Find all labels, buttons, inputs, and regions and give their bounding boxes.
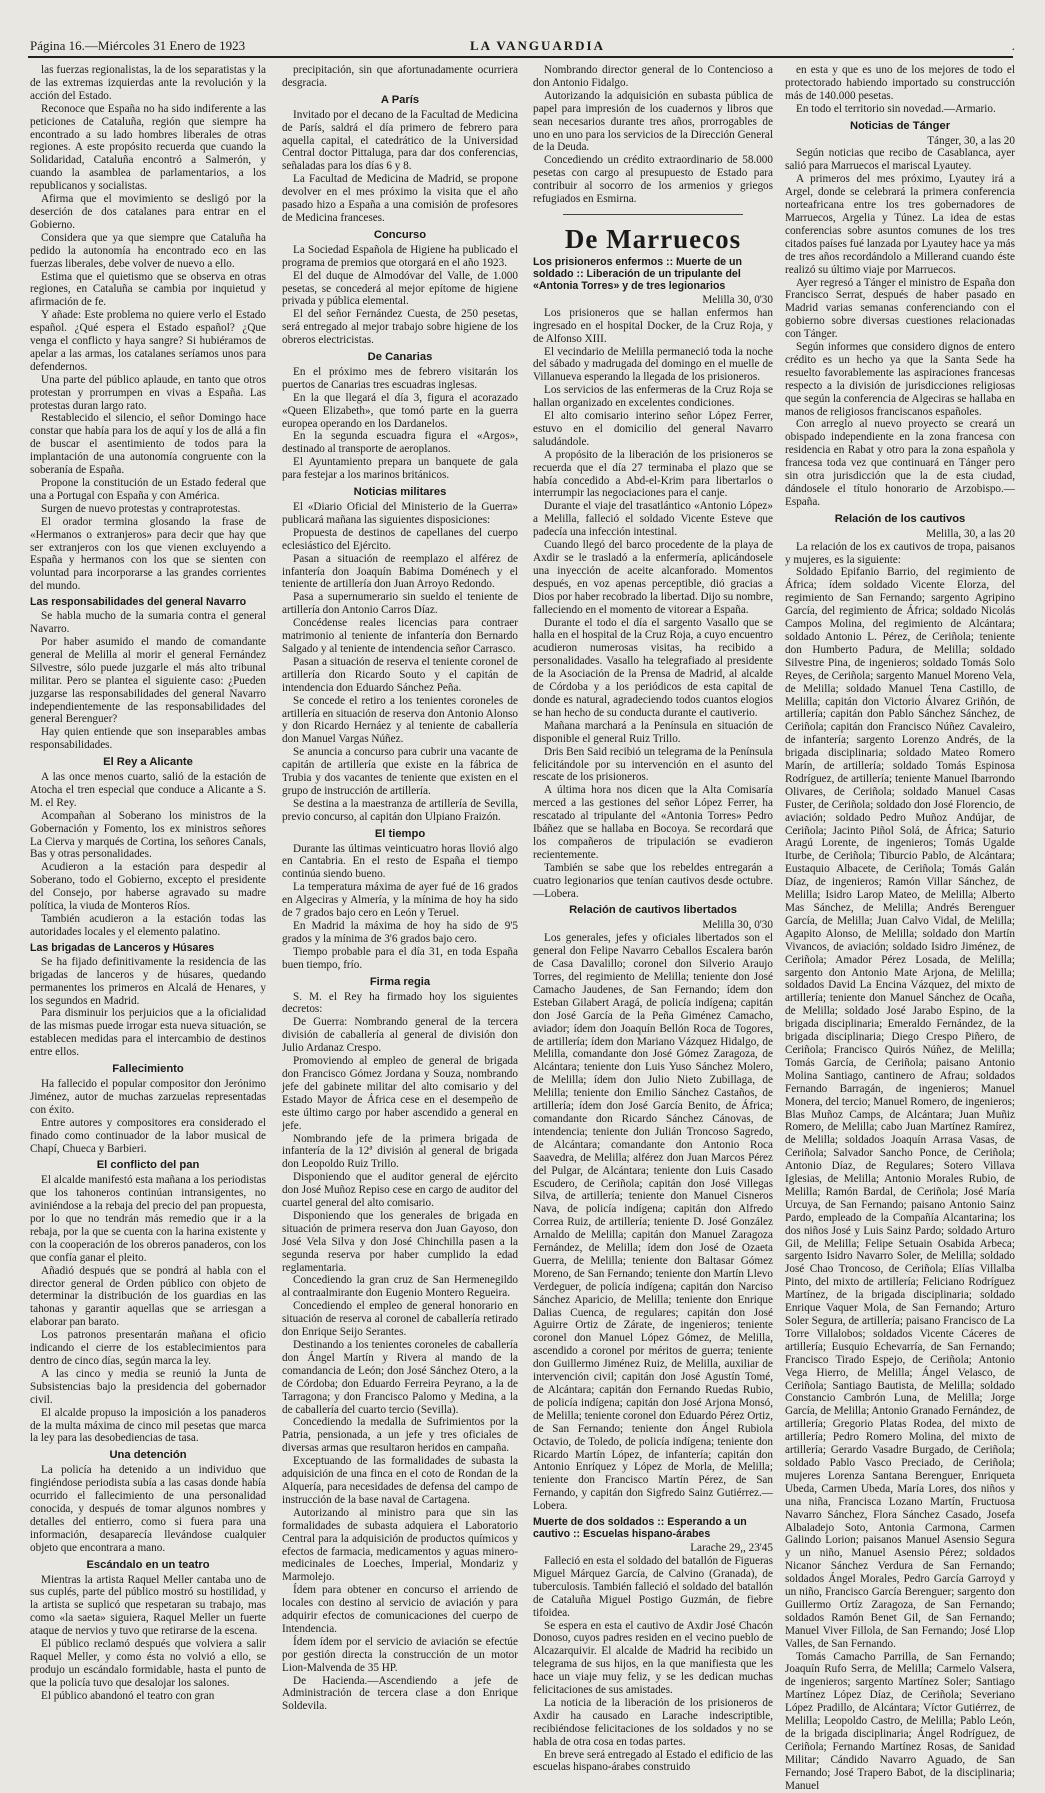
paragraph: Se espera en esta el cautivo de Axdir José Chacón Donoso, cuyos padres residen en el vecino pueblo de Alcazarquivir. El alcalde de Madrid ha recibido un telegrama de sus hijos, en la que manifiesta que les hace un viaje muy feliz, y se les dedican muchas felicitaciones de sus amistades. [533,1619,773,1697]
section-heading: Relación de los cautivos [834,512,966,525]
paragraph: En breve será entregado al Estado el edificio de las escuelas hispano-árabes construido [533,1748,773,1774]
paragraph: Los generales, jefes y oficiales libertados son el general don Felipe Navarro Ceballos Escalera barón de Casa Davalillo; coronel don Silverio Araujo Torres, del regimiento de Melilla; teniente don José Camacho Jaudenes, de San Fernando; ídem don Esteban Gilabert Aragá, de policía indígena; capitán don José García de la Peña Giménez Camacho, aviador; ídem don Joaquín Bellón Roca de Togores, de artillería; ídem don Mariano Vázquez Hidalgo, de Melilla, comandante don José Gómez Zaragoza, de Alcántara; teniente don Luis Yuso Sánchez Molero, de Melilla; ídem don Julio Nieto Zubillaga, de Melilla; teniente don Emilio Sánchez Castaños, de artillería; ídem don José García Benito, de África; comandante don Ricardo Sánchez Cánovas, de intendencia; teniente don Julián Troncoso Sagredo, de Alcántara; comandante don Antonio Roca Saavedra, de Melilla; alférez don Juan Marcos Pérez del Pulgar, de Alcántara; teniente don Luis Casado Escudero, de Ceriñola; capitán don José Villegas Silva, de artillería; teniente don Manuel Cisneros Nava, de policía indígena; capitán don Alfredo Correa Ruiz, de artillería; teniente D. José González Arnaldo de Melilla; capitán don Manuel Zaragoza Fernández, de Melilla; ídem don José de Ozaeta Guerra, de Melilla; teniente don Baltasar Gómez Moreno, de San Fernando; teniente don Martín Llevo Verdeguer, de policía indígena; capitán don Narciso Sánchez Aparicio, de Melilla; teniente don Enrique Dalias Cuenca, de regulares; capitán don José Aguirre Ortiz de Zárate, de ingenieros; teniente coronel don Manuel López Gómez, de Melilla, ascendido a coronel por méritos de guerra; teniente don Guillermo Jiménez Ruiz, de Melilla, auxiliar de intervención civil; capitán don José Agustín Tomé, de Alcántara; capitán don Fernando Ruedas Rubio, de policía indígena; capitán don José Arjona Monsó, de Melilla; teniente coronel don Eduardo Pérez Ortiz, de San Fernando; teniente don Ángel Rubiola Octavio, de Toledo, de policía indígena; teniente don Ricardo Martín López, de infantería; capitán don Antonio Enríquez y López de Morla, de Melilla; teniente don Francisco Martín Pérez, de San Fernando, y capitán don Sigfredo Sainz Gutiérrez.—Lobera. [533,932,773,1513]
paragraph: El del señor Fernández Cuesta, de 250 pesetas, será entregado al mejor trabajo sobre higiene de los obreros electricistas. [282,308,518,347]
section-heading: Las responsabilidades del general Navarro [30,596,247,609]
paragraph: Concediendo el empleo de general honorario en situación de reserva al coronel de caballería retirado don Enrique Seijo Serantes. [282,1300,518,1339]
section-heading: Firma regia [369,975,431,988]
column-2 [282,64,518,1713]
section-heading: El tiempo [374,827,426,840]
paragraph: El Ayuntamiento prepara un banquete de gala para festejar a los marinos británicos. [282,456,518,482]
dateline: Melilla 30, 0'30 [702,293,773,306]
paragraph: Ídem ídem por el servicio de aviación se efectúe por gestión directa la construcción de un motor Lion-Malvenda de 35 HP. [282,1635,518,1674]
paragraph: En la segunda escuadra figura el «Argos», destinado al transporte de aeroplanos. [282,430,518,456]
paragraph: El público abandonó el teatro con gran [41,1689,215,1702]
paragraph: El vecindario de Melilla permaneció toda la noche del sábado y madrugada del domingo en el muelle de Villanueva esperando la llegada de los prisioneros. [533,345,773,384]
paragraph: Ayer regresó a Tánger el ministro de España don Francisco Serrat, después de haber pasado en Madrid varias semanas conferenciando con el gobierno sobre diversas cuestiones relacionadas con Tánger. [785,276,1015,341]
paragraph: A última hora nos dicen que la Alta Comisaría merced a las gestiones del señor López Ferrer, ha rescatado al tripulante del «Antonia Torres» Pedro Ibáñez que se hallaba en Bocoya. Se recordará que los compañeros de tripulación se evadieron recientemente. [533,784,773,861]
paragraph: Restablecido el silencio, el señor Domingo hace constar que había para los de aquí y los de allá a fin de buscar el asentimiento de todos para la implantación de una autonomía congruente con la soberanía de España. [30,412,266,477]
paragraph: Acompañan al Soberano los ministros de la Gobernación y Fomento, los ex ministros señores La Cierva y marqués de Cortina, los señores Canals, Bas y otras personalidades. [30,809,266,861]
paragraph: El alto comisario interino señor López Ferrer, estuvo en el domicilio del general Navarro saludándole. [533,410,773,448]
paragraph: Propuesta de destinos de capellanes del cuerpo eclesiástico del Ejército. [282,526,518,552]
paragraph: Pasan a situación de reserva el teniente coronel de artillería don Ricardo Souto y el capitán de intendencia don Eduardo Sánchez Peña. [282,655,518,694]
column-1 [30,64,266,1702]
page-number-date: Página 16.—Miércoles 31 Enero de 1923 [30,38,246,53]
paragraph: Invitado por el decano de la Facultad de Medicina de París, saldrá el día primero de febrero para aquella capital, el catedrático de la Universidad Central doctor Pittaluga, para dar dos conferencias, señaladas para los días 6 y 8. [282,108,518,173]
paragraph: Tomás Camacho Parrilla, de San Fernando; Joaquín Rufo Serra, de Melilla; Carmelo Valsera, de ingenieros; sargento Martínez Soler; Santiago Martínez López Díaz, de Ceriñola; Severiano López Pradillo, de Alcántara; Víctor Gutiérrez, de Melilla; Leopoldo Castro, de Melilla; Pablo León, de la brigada disciplinaria; Ángel Rodríguez, de Ceriñola; Fernando Martínez Rosas, de Sanidad Militar; Cándido Navarro Aguado, de San Fernando; José Trapero Babot, de la disciplinaria; Manuel [785,1650,1015,1792]
paragraph: La relación de los ex cautivos de tropa, paisanos y mujeres, es la siguiente: [785,540,1015,566]
dateline: Tánger, 30, a las 20 [927,134,1015,147]
paragraph: Considera que ya que siempre que Cataluña ha pedido la autonomía ha encontrado eco en las fuerzas liberales, debe volver de nuevo a ello. [30,231,266,270]
column-3 [533,64,773,1774]
paragraph: El del duque de Almodóvar del Valle, de 1.000 pesetas, se concederá al mejor epítome de higiene privada y pública elemental. [282,269,518,308]
paragraph: Mientras la artista Raquel Meller cantaba uno de sus cuplés, parte del público mostró su hostilidad, y la artista se suplicó que respetaran su trabajo, mas como «la saeta» siguiera, Raquel Meller un fuerte ataque de nervios y tuvo que retirarse de la escena. [30,1573,266,1638]
paragraph: Durante el viaje del trasatlántico «Antonio López» a Melilla, falleció el soldado Vicente Esteve que padecía una infección intestinal. [533,500,773,539]
paragraph: Añadió después que se pondrá al habla con el director general de Orden público con objeto de determinar la distribución de los guardias en las tahonas y garantir aquellas que se arriesgan a elaborar pan barato. [30,1264,266,1329]
paragraph: Con arreglo al nuevo proyecto se creará un obispado independiente en la zona francesa con residencia en Rabat y otro para la zona española y francesa toda vez que continuará en Tánger pero sin otra jurisdicción que la de esta ciudad, dándosele el título honorario de Arzobispo.—España. [785,418,1015,508]
paragraph: Hay quien entiende que son inseparables ambas responsabilidades. [30,726,266,752]
paragraph: En el próximo mes de febrero visitarán los puertos de Canarias tres escuadras inglesas. [282,365,518,391]
paragraph: Durante el todo el día el sargento Vasallo que se halla en el hospital de la Cruz Roja, a cuyo encuentro acudieron numerosas visitas, ha recibido a personalidades. Vasallo ha telegrafiado al presidente de la Asociación de la Prensa de Madrid, al alcalde de Córdoba y a los periódicos de esta capital de donde es natural, agradeciendo todos cuantos elogios se han hecho de su conducta durante el cautiverio. [533,616,773,719]
paragraph: La noticia de la liberación de los prisioneros de Axdir ha causado en Larache indescriptible, recibiéndose felicitaciones de los soldados y no se habla de otra cosa en todas partes. [533,1696,773,1748]
dateline: Melilla 30, 0'30 [702,919,773,932]
paragraph: A las cinco y media se reunió la Junta de Subsistencias bajo la presidencia del gobernador civil. [30,1367,266,1406]
paragraph: Se ha fijado definitivamente la residencia de las brigadas de lanceros y de húsares, quedando permanentes los primeros en Alcalá de Henares, y los segundos en Madrid. [30,955,266,1007]
paragraph: A las once menos cuarto, salió de la estación de Atocha el tren especial que conduce a Alicante a S. M. el Rey. [30,771,266,809]
paragraph: Se destina a la maestranza de artillería de Sevilla, previo concurso, al capitán don Ulpiano Fraizón. [282,797,518,823]
paragraph: La policía ha detenido a un individuo que fingiéndose periodista subía a las casas donde había ocurrido el fallecimiento de una personalidad conocida, y después de tomar algunos nombres y detalles del entierro, como si fuera para una información, desaparecía llevándose cualquier objeto que encontrara a mano. [30,1464,266,1554]
paragraph: Reconoce que España no ha sido indiferente a las peticiones de Cataluña, región que siempre ha encontrado a su lado hombres liberales de otras regiones. A este propósito recuerda que cuando la Solidaridad, Cataluña encontró a Salmerón, y cuando la asamblea de parlamentarios, a los republicanos y socialistas. [30,102,266,193]
column-4 [785,64,1015,1792]
paragraph: Surgen de nuevo protestas y contraprotestas. [41,502,241,515]
section-heading: Las brigadas de Lanceros y Húsares [30,941,215,954]
section-heading: El conflicto del pan [96,1159,200,1172]
paragraph: Concediendo la gran cruz de San Hermenegildo al contraalmirante don Eugenio Montero Regueira. [282,1274,518,1300]
paragraph: También acudieron a la estación todas las autoridades locales y el elemento palatino. [30,913,266,938]
paragraph: El orador termina glosando la frase de «Hermanos o extranjeros» para decir que hay que ser extranjeros con los que vienen excluyendo a España y hermanos con los que se sienten con voluntad para incorporarse a las grandes corrientes del mundo. [30,515,266,593]
paragraph: La temperatura máxima de ayer fué de 16 grados en Algeciras y Almería, y la mínima de hoy ha sido de 7 grados bajo cero en León y Teruel. [282,881,518,920]
section-heading: Una detención [109,1449,187,1462]
paragraph: Los patronos presentarán mañana el oficio indicando el cierre de los establecimientos para dentro de cinco días, según marca la ley. [30,1329,266,1367]
paragraph: Acudieron a la estación para despedir al Soberano, todo el Gobierno, excepto el presidente del Consejo, por haberse agravado su madre política, la viuda de Monteros Ríos. [30,861,266,913]
dateline: Larache 29,, 23'45 [690,1542,773,1555]
paragraph: El alcalde manifestó esta mañana a los periodistas que los tahoneros continúan intransigentes, no aviniéndose a la rebaja del precio del pan propuesta, por lo que no tendrán más remedio que ir a la rebaja, por la que se cuenta con la harina existente y con la cooperación de los obreros panaderos, con los que confía ganar el pleito. [30,1174,266,1264]
paragraph: Pasan a situación de reemplazo el alférez de infantería don Joaquín Babima Doménech y el teniente de artillería don Juan Arroyo Redondo. [282,552,518,591]
section-heading: Relación de cautivos libertados [569,904,737,917]
section-heading: Noticias militares [353,486,447,499]
paragraph: S. M. el Rey ha firmado hoy los siguientes decretos: [282,990,518,1016]
paragraph: Durante las últimas veinticuatro horas llovió algo en Cantabria. En el resto de España el tiempo continúa siendo bueno. [282,842,518,881]
paragraph: precipitación, sin que afortunadamente ocurriera desgracia. [282,64,518,89]
section-title: De Marruecos [564,223,742,254]
paragraph: las fuerzas regionalistas, la de los separatistas y la de las extremas izquierdas ante la revolución y la acción del Estado. [30,64,266,102]
section-divider [563,214,743,215]
paragraph: Autorizando al ministro para que sin las formalidades de subasta adquiera el Laboratorio Central para la adquisición de productos químicos y efectos de farmacia, medicamentos y aguas minero-medicinales de Loeches, Imperial, Mondariz y Marmolejo. [282,1506,518,1584]
section-heading: Los prisioneros enfermos :: Muerte de un soldado :: Liberación de un tripulante del «Antonia Torres» y de tres legionarios [533,255,742,292]
paragraph: A propósito de la liberación de los prisioneros se recuerda que el día 27 terminaba el plazo que se había concedido a Abd-el-Krim para libertarlos o interrumpir las negociaciones para el canje. [533,448,773,500]
paragraph: Para disminuir los perjuicios que a la oficialidad de las mismas puede irrogar esta nueva situación, se establecen medidas para el intercambio de destinos entre ellos. [30,1007,266,1059]
paragraph: Ídem para obtener en concurso el arriendo de locales con destino al servicio de aviación y para adquirir efectos de comunicaciones del cuerpo de Intendencia. [282,1584,518,1635]
paragraph: En todo el territorio sin novedad.—Armario. [796,102,996,115]
paragraph: Estima que el quietismo que se observa en otras regiones, en Cataluña se cambia por inquietud y afirmación de fe. [30,270,266,309]
section-heading: El Rey a Alicante [103,756,193,769]
paragraph: De Hacienda.—Ascendiendo a jefe de Administración de tercera clase a don Enrique Soldevila. [282,1674,518,1713]
masthead-rule [28,56,1013,58]
newspaper-title: LA VANGUARDIA [470,38,605,53]
paragraph: El «Diario Oficial del Ministerio de la Guerra» publicará mañana las siguientes disposiciones: [282,501,518,526]
paragraph: Nombrando jefe de la primera brigada de infantería de la 12ª división al general de brigada don Leopoldo Ruiz Trillo. [282,1132,518,1171]
paragraph: Mañana marchará a la Península en situación de disponible el general Ruiz Trillo. [533,719,773,745]
paragraph: Disponiendo que el auditor general de ejército don José Muñoz Repiso cese en cargo de auditor del cuartel general del alto comisario. [282,1171,518,1210]
paragraph: El público reclamó después que volviera a salir Raquel Meller, y como ésta no volvió a ello, se produjo un escándalo formidable, hasta el punto de que la policía tuvo que desalojar los salones. [30,1638,266,1689]
paragraph: En la que llegará el día 3, figura el acorazado «Queen Elizabeth», que tomó parte en la guerra europea operando en los Dardanelos. [282,391,518,430]
paragraph: En Madrid la máxima de hoy ha sido de 9'5 grados y la mínima de 3'6 grados bajo cero. [282,920,518,945]
paragraph: Disponiendo que los generales de brigada en situación de primera reserva don Juan Gayoso, don José Vela Silva y don José Chinchilla pasen a la segunda reserva por haber cumplido la edad reglamentaria. [282,1209,518,1274]
paragraph: Tiempo probable para el día 31, en toda España buen tiempo, frío. [282,945,518,971]
paragraph: Entre autores y compositores era considerado el finado como continuador de la labor musical de Chapí, Chueca y Barbieri. [30,1116,266,1155]
section-heading: Muerte de dos soldados :: Esperando a un cautivo :: Escuelas hispano-árabes [533,1516,747,1541]
paragraph: Se concede el retiro a los tenientes coroneles de artillería en situación de reserva don Antonio Alonso y don Ricardo Hernáez y al teniente de caballería don Manuel Vargas Núñez. [282,694,518,746]
paragraph: A primeros del mes próximo, Lyautey irá a Argel, donde se celebrará la primera conferencia norteafricana entre los tres gobernadores de Marruecos, Argelia y Túnez. La idea de estas conferencias sobre asuntos comunes de los tres citados países fué lanzada por Lyautey hace ya más de tres años recordándolo a Millerand cuando éste realizó su último viaje por Marruecos. [785,173,1015,276]
paragraph: Concédense reales licencias para contraer matrimonio al teniente de infantería don Bernardo Salgado y al teniente de intendencia señor Carrasco. [282,617,518,655]
paragraph: La Facultad de Medicina de Madrid, se propone devolver en el mes próximo la visita que el año pasado hizo a España a una comisión de profesores de Medicina franceses. [282,173,518,224]
section-heading: Escándalo en un teatro [86,1558,210,1571]
masthead-mark: . [1011,38,1015,53]
paragraph: Pasa a supernumerario sin sueldo el teniente de artillería don Antonio Carros Díaz. [282,591,518,617]
paragraph: Los prisioneros que se hallan enfermos han ingresado en el hospital Docker, de la Cruz Roja, y de Alfonso XIII. [533,306,773,345]
paragraph: Se anuncia a concurso para cubrir una vacante de capitán de artillería que existe en la fábrica de Trubia y dos vacantes de teniente que existen en el grupo de instrucción de artillería. [282,746,518,797]
paragraph: Se habla mucho de la sumaria contra el general Navarro. [30,610,266,636]
paragraph: Los servicios de las enfermeras de la Cruz Roja se hallan organizado en excelentes condiciones. [533,384,773,410]
paragraph: Y añade: Este problema no quiere verlo el Estado español. ¿Qué espera el Estado español? ¿Que venga el conflicto y haya sangre? Si hubiéramos de apelar a las armas, los catalanes seríamos unos para defendernos. [30,309,266,373]
paragraph: Propone la constitución de un Estado federal que una a Portugal con España y con América. [30,477,266,502]
paragraph: Afirma que el movimiento se desligó por la deserción de dos catalanes para entrar en el Gobierno. [30,193,266,231]
section-heading: Noticias de Tánger [849,119,951,132]
paragraph: Según noticias que recibo de Casablanca, ayer salió para Marruecos el mariscal Lyautey. [785,147,1015,173]
paragraph: Concediendo la medalla de Sufrimientos por la Patria, pensionada, a un jefe y tres oficiales de diversas armas que resultaron heridos en campaña. [282,1416,518,1455]
paragraph: Una parte del público aplaude, en tanto que otros protestan y prorrumpen en vivas a España. Las protestas duran largo rato. [30,373,266,412]
paragraph: La Sociedad Española de Higiene ha publicado el programa de premios que otorgará en el año 1923. [282,243,518,269]
paragraph: Ha fallecido el popular compositor don Jerónimo Jiménez, autor de muchas zarzuelas representadas con éxito. [30,1077,266,1116]
paragraph: Concediendo un crédito extraordinario de 58.000 pesetas con cargo al presupuesto de Estado para contribuir al socorro de los armenios y griegos refugiados en Esmirna. [533,154,773,206]
dateline: Melilla, 30, a las 20 [926,527,1015,540]
paragraph: Nombrando director general de lo Contencioso a don Antonio Fidalgo. [533,64,773,89]
paragraph: Autorizando la adquisición en subasta pública de papel para impresión de los cuadernos y libros que sean necesarios durante tres años, prorrogables de uno en uno para los servicios de la Dirección General de la Deuda. [533,89,773,154]
paragraph: Cuando llegó del barco procedente de la playa de Axdir se le trasladó a la enfermería, aplicándosele una inyección de aceite alcanforado. Momentos después, en voz apenas perceptible, dió gracias a Dios por haber recobrado la libertad. Dijo su nombre, falleciendo en el momento de vitorear a España. [533,539,773,616]
section-heading: Fallecimiento [112,1063,184,1076]
section-heading: Concurso [373,228,427,241]
paragraph: Exceptuando de las formalidades de subasta la adquisición de una finca en el coto de Rondan de la Alquería, para necesidades de defensa del campo de instrucción de la base naval de Cartagena. [282,1455,518,1506]
paragraph: También se sabe que los rebeldes entregarán a cuatro legionarios que tenían cautivos desde octubre.—Lobera. [533,861,773,900]
paragraph: en esta y que es uno de los mejores de todo el protectorado habiendo importado su construcción más de 140.000 pesetas. [785,64,1015,102]
paragraph: Soldado Epifanio Barrio, del regimiento de África; ídem soldado Vicente Elorza, del regimiento de San Fernando; sargento Agripino García, del regimiento de África; soldado Nicolás Campos Molina, del regimiento de Alcántara; soldado Antonio L. Pérez, de Ceriñola; teniente don Humberto Padura, de Melilla; soldado Silvestre Pina, de ingenieros; soldado Tomás Solo Reyes, de Ceriñola; sargento Manuel Moreno Vela, de Melilla; soldado Manuel Tena Castillo, de Melilla; capitán don Victorio Álvarez Griñón, de artillería; capitán don Pablo Sánchez Sánchez, de Ceriñola; capitán don Francisco Núñez Cavaleiro, de infantería; sargento Lorenzo Andrés, de la brigada disciplinaria; soldado Mateo Romero Marín, de artillería; soldado Tomás Espinosa Rodríguez, de artillería; teniente Manuel Ibarrondo Olivares, de Ceriñola; soldado Manuel Casas Fuster, de Ceriñola; soldado don José Florencio, de aviación; soldado Pedro Muñoz Andújar, de Ceriñola; Jacinto Piñol Solá, de África; Saturio Aragú Lorente, de ingenieros; Tomás Ugalde Iturbe, de Ceriñola; Tiburcio Pablo, de Alcántara; Eustaquio Albacete, de Ceriñola; Tomás Galán Díaz, de ingenieros; Ramón Villar Sánchez, de Melilla; Isidro Larop Mateo, de Melilla; Alberto Mas Sánchez, de Melilla; Andrés Berenguer García, de Melilla; Juan Calvo Vidal, de Melilla; Agapito Alonso, de Melilla; soldado don Martín Vivancos, de aviación; soldado Isidro Jiménez, de Ceriñola; Amador Pérez Losada, de Melilla; sargento don Antonio Mate Arjona, de Melilla; soldados David La Encina Vázquez, del mixto de artillería; teniente don Manuel Sánchez de Ocaña, de Melilla; soldado José Jarabo Espino, de la brigada disciplinaria; Emeraldo Fernández, de la brigada disciplinaria; Diego Crespo Piñero, de Ceriñola; Francisco Quirós Núñez, de Melilla; Tomás García, de Ceriñola; paisano Antonio Molina Santiago, cantinero de Afrau; soldados Fernando Barragán, de ingenieros; Manuel Monera, del tercio; Manuel Romero, de ingenieros; Blas Muñoz Camps, de Alcántara; Juan Muñiz Romero, de Melilla; cabo Juan Martínez Ramírez, de Melilla; soldados Joaquín Arrasa Vasas, de Ceriñola; Salvador Sancho Ponce, de Ceriñola; Antonio Díaz, de Regulares; Sotero Villava Iglesias, de Melilla; Antonio Morales Rubio, de Melilla; Ramón Bardal, de Ceriñola; José María Urcuya, de San Fernando; paisano Antonio Sainz Pardo, empleado de la Compañía Alcantarina; los dos niños José y Luis Sainz Pardo; soldado Arturo Gil, de Melilla; Felipe Setuain Osabida Arbeca; sargento Isidro Navarro Soler, de Melilla; soldado José Chao Troncoso, de Ceriñola; Elías Villalba Pinto, del mixto de artillería; Feliciano Rodríguez Martínez, de la brigada disciplinaria; soldado Enrique Vaquer Mola, de San Fernando; Arturo Soler Segura, de artillería; paisano Francisco de La Torre Villalobos; soldados Vicente Cáceres de artillería; Eusquio Echevarría, de San Fernando; Francisco Tirado Espejo, de Ceriñola; Antonio Vega Hierro, de Melilla; Ángel Velasco, de Ceriñola; Santiago Bautista, de Melilla; soldado Constancio Cambrón Luna, de Melilla; Jorge García, de Melilla; Antonio Granado Fernández, de artillería; Gregorio Platas Rodea, del mixto de artillería; Pedro Romero Molina, del mixto de artillería; Gerardo Vasadre Burgado, de Ceriñola; soldado Pablo Vasco Preciado, de Ceriñola; mujeres Lorenza Santana Berenguer, Enriqueta Ubeda, Carmen Ubeda, María Lores, dos niños y una niña, Francisca Lozano Martín, Fructuosa Navarro Sánchez, Flora Sánchez Casado, Josefa Albaladejo Soto, Antonia Carmona, Carmen Galindo Lorion; paisanos Manuel Asensio Segura y un niño, Manuel Asensio Pérez; soldados Nicanor Sánchez Verdura de San Fernando; soldados Ángel Morales, Pedro García Garroyd y un niño, Francisco García Berenguer; sargento don Guillermo Ortíz Zaragoza, de San Fernando; soldados Ramón Benet Gil, de San Fernando; Manuel Viver Fillola, de San Fernando; José Llop Valles, de San Fernando. [785,566,1015,1650]
paragraph: Promoviendo al empleo de general de brigada don Francisco Gómez Jordana y Souza, nombrando jefe del gabinete militar del alto comisario y del Estado Mayor de África cese en el desempeño de este último cargo por haber ascendido a general en jefe. [282,1055,518,1132]
paragraph: Falleció en esta el soldado del batallón de Figueras Miguel Márquez García, de Calvino (Granada), de tuberculosis. También falleció el soldado del batallón de Cataluña Miguel Postigo Guzmán, de fiebre tifoidea. [533,1554,773,1619]
section-heading: De Canarias [367,351,433,364]
section-heading: A París [380,93,420,106]
paragraph: Según informes que considero dignos de entero crédito es un hecho ya que la Santa Sede ha resuelto favorablemente las aspiraciones francesas respecto a la división de jurisdicciones religiosas que según la conferencia de Algeciras se hallaba en manos de religiosos franciscanos españoles. [785,341,1015,418]
paragraph: Por haber asumido el mando de comandante general de Melilla al morir el general Fernández Silvestre, sólo puede juzgarle el más alto tribunal militar. Pero se plantea el siguiente caso: ¿Pueden juzgarse las responsabilidades del general Navarro independientemente de las responsabilidades del general Berenguer? [30,635,266,726]
paragraph: El alcalde propuso la imposición a los panaderos de la multa máxima de cinco mil pesetas que marca la ley para las desobediencias de tasa. [30,1406,266,1445]
paragraph: Destinando a los tenientes coroneles de caballería don Ángel Martín y Rivera al mando de la comandancia de León; don José Sánchez Otero, a la de Córdoba; don Eduardo Ferreira Peyrano, a la de Tarragona; y don Francisco Palomo y Medina, a la de caballería del cuarto tercio (Sevilla). [282,1339,518,1416]
paragraph: De Guerra: Nombrando general de la tercera división de caballería al general de división don Julio Ardanaz Crespo. [282,1016,518,1055]
paragraph: Dris Ben Said recibió un telegrama de la Península felicitándole por su intervención en el asunto del rescate de los prisioneros. [533,745,773,784]
masthead [30,38,1015,58]
